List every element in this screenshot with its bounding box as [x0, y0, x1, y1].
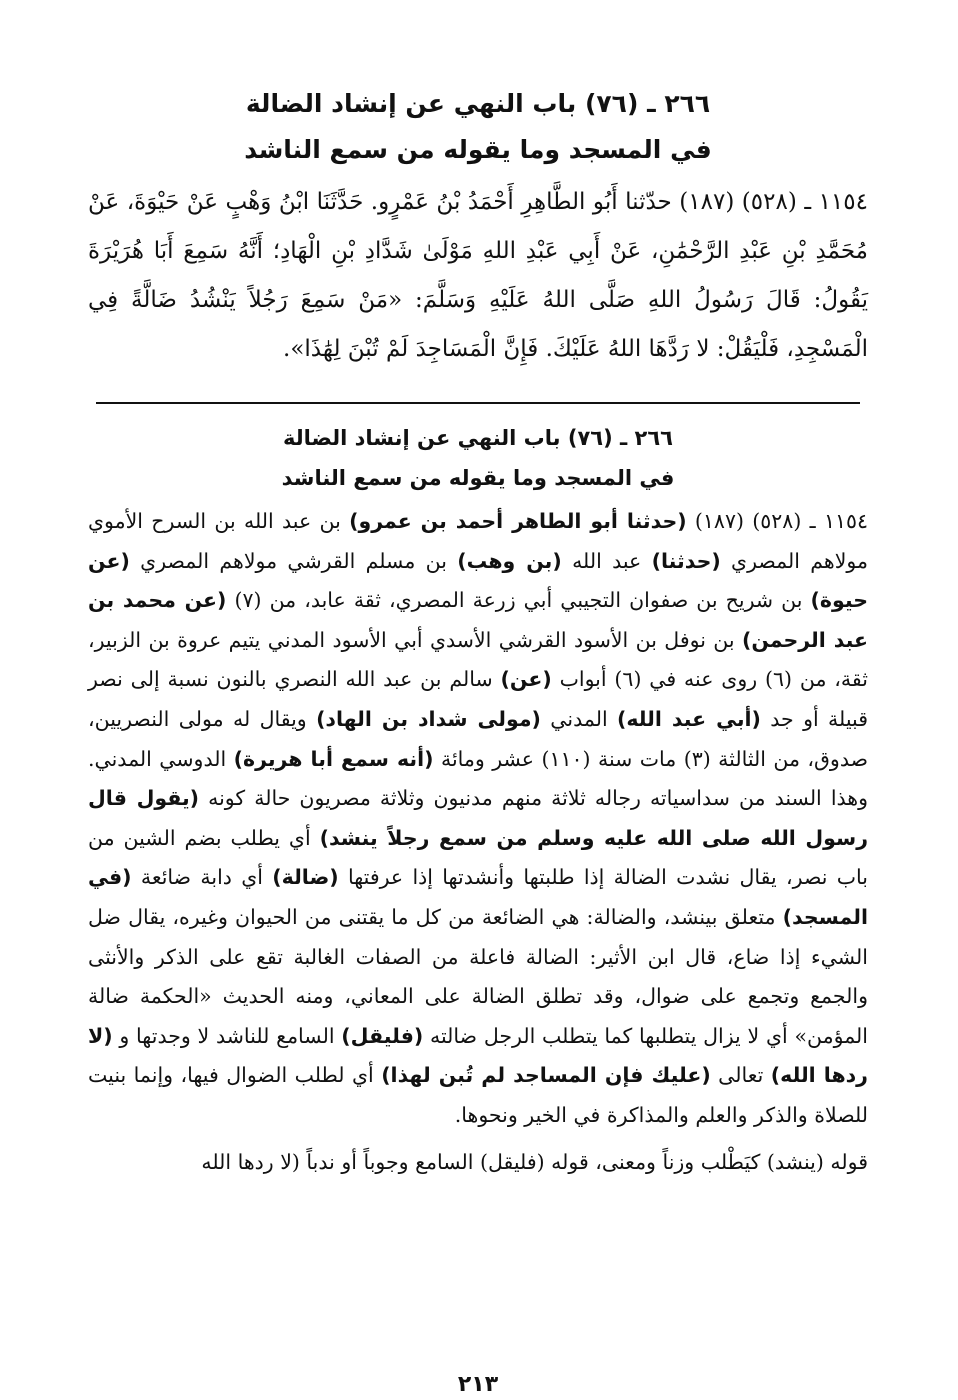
quoted-text: (عن): [500, 667, 552, 692]
hadith-text: ١١٥٤ ـ (٥٢٨) (١٨٧) حدّثنا أَبُو الطَّاهِرِ أَحْمَدُ بْنُ عَمْرٍو. حَدَّثَنَا ابْنُ وَهْبٍ عَنْ حَيْوَةَ، عَنْ مُحَمَّدِ بْنِ عَبْدِ الرَّحْمَٰنِ، عَنْ أَبِي عَبْدِ اللهِ مَوْلَىٰ شَدَّادِ بْنِ الْهَادِ؛ أَنَّهُ سَمِعَ أَبَا هُرَيْرَةَ يَقُولُ: قَالَ رَسُولُ اللهِ صَلَّى اللهُ عَلَيْهِ وَسَلَّمَ: «مَنْ سَمِعَ رَجُلاً يَنْشُدُ ضَالَّةً فِي الْمَسْجِدِ، فَلْيَقُلْ: لا رَدَّهَا اللهُ عَلَيْكَ. فَإِنَّ الْمَسَاجِدَ لَمْ تُبْنَ لِهَٰذَا».: [88, 189, 868, 362]
commentary-chapter-title: ٢٦٦ ـ (٧٦) باب النهي عن إنشاد الضالة: [283, 426, 673, 450]
chapter-title: ٢٦٦ ـ (٧٦) باب النهي عن إنشاد الضالة: [245, 89, 711, 118]
quoted-text: (بن وهب): [457, 548, 562, 573]
commentary-note: قوله (ينشد) كيَطْلب وزناً ومعنى، قوله (فليقل) السامع وجوباً أو ندباً (لا ردها الله: [201, 1149, 868, 1174]
quoted-text: (حدثنا أبو الطاهر أحمد بن عمرو): [349, 509, 687, 533]
quoted-text: (لا ردها الله): [88, 1023, 868, 1088]
section-divider: [96, 402, 860, 404]
quoted-text: (أبي عبد الله): [617, 706, 761, 731]
quoted-text: (عن حيوة): [88, 548, 869, 613]
commentary-text: ١١٥٤ ـ (٥٢٨) (١٨٧): [686, 509, 868, 533]
page-number: ٢١٣: [457, 1372, 499, 1397]
page: [88, 80, 869, 1397]
quoted-text: (أنه سمع أبا هريرة): [233, 746, 434, 771]
commentary-text: بن نوفل بن الأسود القرشي الأسدي أبي الأسود المدني يتيم عروة بن الزبير، ثقة، من (٦) روى عنه في (٦) أبواب: [88, 627, 868, 692]
commentary-text: أي لطلب الضوال فيها، وإنما بنيت للصلاة والذكر والعلم والمذاكرة في الخير ونحوها.: [88, 1063, 868, 1127]
quoted-text: (في المسجد): [88, 865, 868, 929]
commentary-text: بن مسلم القرشي مولاهم المصري: [129, 548, 458, 573]
commentary-text: متعلق بينشد، والضالة: هي الضائعة من كل ما يقتنى من الحيوان وغيره، يقال ضل الشيء إذا ضاع، قال ابن الأثير: الضالة فاعلة من الصفات الغالبة تقع على الذكر والأنثى والجمع وتجمع على ضوال، وقد تطلق الضالة على المعاني، ومنه الحديث «الحكمة ضالة المؤمن» أي لا يزال يتطلبها كما يتطلب الرجل ضالته: [88, 904, 868, 1048]
quoted-text: (عليك فإن المساجد لم تُبن لهذا): [381, 1063, 711, 1088]
commentary-text: بن شريح بن صفوان التجيبي أبي زرعة المصري، ثقة عابد، من (٧): [226, 588, 811, 613]
commentary-text: سالم بن عبد الله النصري بالنون نسبة إلى نصر قبيلة أو جد: [88, 667, 868, 731]
commentary-text: تعالى: [710, 1063, 771, 1088]
commentary-text: أي يطلب بضم الشين من باب نصر، يقال نشدت الضالة إذا طلبتها وأنشدتها إذا عرفتها: [88, 825, 868, 890]
commentary-text: بن عبد الله بن السرح الأموي مولاهم المصري: [88, 509, 868, 573]
quoted-text: (فليقل): [341, 1023, 424, 1048]
quoted-text: (مولى شداد بن الهاد): [316, 706, 541, 731]
chapter-subtitle: في المسجد وما يقوله من سمع الناشد: [244, 135, 712, 164]
quoted-text: (حدثنا): [651, 548, 721, 573]
commentary-text: أي دابة ضائعة: [131, 865, 273, 890]
commentary-text: المدني: [540, 706, 617, 731]
commentary-text: الدوسي المدني. وهذا السند من سداسياته رجاله ثلاثة منهم مدنيون وثلاثة مصريون حالة كونه: [88, 746, 868, 811]
commentary-chapter-subtitle: في المسجد وما يقوله من سمع الناشد: [281, 466, 675, 490]
quoted-text: (ضالة): [272, 865, 339, 890]
commentary-text: ويقال له مولى النصريين، صدوق، من الثالثة (٣) مات سنة (١١٠) عشر ومائة: [88, 706, 868, 771]
commentary-text: عبد الله: [561, 548, 652, 573]
quoted-text: (يقول قال رسول الله صلى الله عليه وسلم من سمع رجلاً ينشد): [88, 786, 868, 850]
commentary-text: السامع للناشد لا وجدتها و: [112, 1023, 342, 1048]
commentary-paragraph: [88, 502, 868, 1136]
quoted-text: (عن محمد بن عبد الرحمن): [88, 588, 868, 652]
